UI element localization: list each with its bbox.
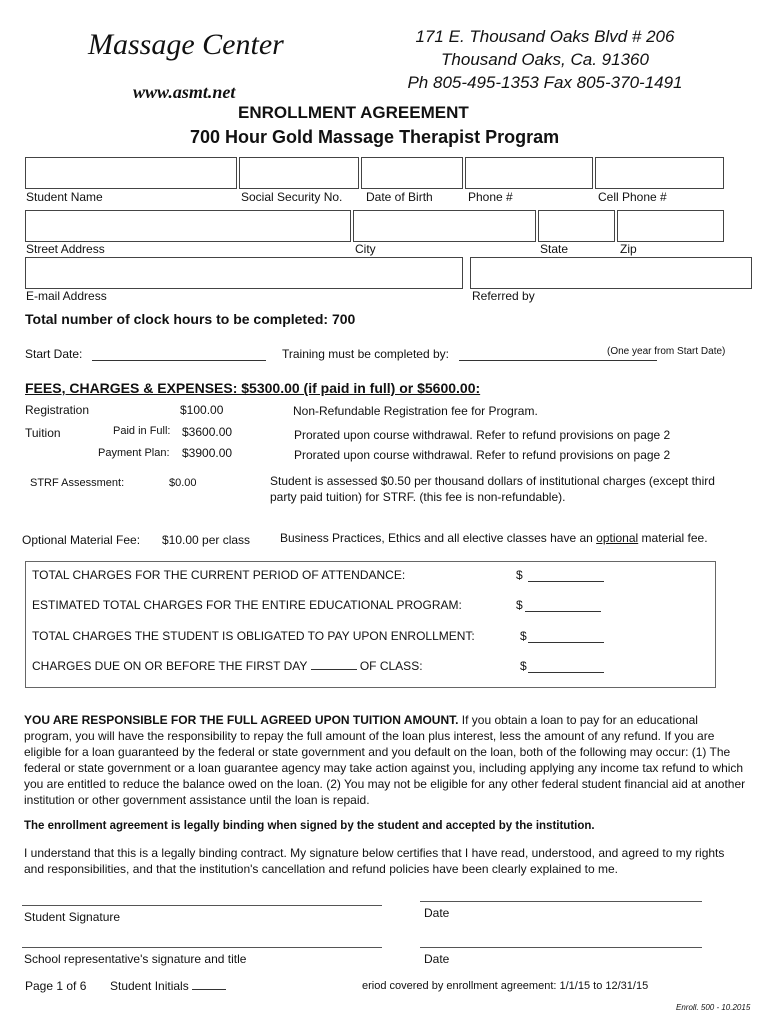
charges-current-period: TOTAL CHARGES FOR THE CURRENT PERIOD OF ATTENDANCE: (32, 568, 406, 582)
dob-field[interactable] (361, 157, 463, 189)
period-covered: eriod covered by enrollment agreement: 1/1/15 to 12/31/15 (362, 980, 649, 992)
form-code: Enroll. 500 - 10.2015 (676, 1003, 751, 1012)
total-hours: Total number of clock hours to be completed: 700 (25, 311, 356, 327)
charges-first-day-post: OF CLASS: (359, 659, 423, 673)
charges-entire-program: ESTIMATED TOTAL CHARGES FOR THE ENTIRE EDUCATIONAL PROGRAM: (32, 598, 462, 612)
material-note-pre: Business Practices, Ethics and all elective classes have an (280, 531, 597, 545)
date1-label: Date (424, 906, 450, 920)
ssn-field[interactable] (239, 157, 359, 189)
loan-responsibility-paragraph (24, 712, 746, 808)
material-fee-note (280, 531, 708, 545)
student-initials-blank[interactable] (192, 979, 226, 990)
program-title: 700 Hour Gold Massage Therapist Program (190, 127, 560, 147)
address-line2: Thousand Oaks, Ca. 91360 (441, 50, 649, 69)
phone-label: Phone # (468, 190, 513, 204)
start-date-line[interactable] (92, 360, 266, 361)
charges-current-line[interactable] (528, 581, 604, 582)
paid-full-label: Paid in Full: (113, 425, 171, 437)
student-signature-label: Student Signature (24, 910, 121, 924)
charges-current-dollar: $ (516, 568, 523, 582)
dob-label: Date of Birth (366, 190, 433, 204)
street-address-label: Street Address (26, 242, 105, 256)
charges-entire-line[interactable] (525, 611, 601, 612)
logo-name: Massage Center (88, 28, 284, 61)
email-label: E-mail Address (26, 289, 107, 303)
student-initials (110, 979, 226, 993)
start-date-label: Start Date: (25, 347, 83, 361)
city-field[interactable] (353, 210, 536, 242)
material-note-optional: optional (596, 531, 639, 545)
cell-phone-label: Cell Phone # (598, 190, 667, 204)
charges-upon-enrollment: TOTAL CHARGES THE STUDENT IS OBLIGATED TO PAY UPON ENROLLMENT: (32, 629, 475, 643)
zip-label: Zip (620, 242, 637, 256)
document-title: ENROLLMENT AGREEMENT (238, 103, 469, 122)
school-rep-label: School representative's signature and title (24, 952, 247, 966)
strf-note-line2: party paid tuition) for STRF. (this fee is non-refundable). (270, 490, 566, 504)
school-rep-signature-line[interactable] (22, 947, 382, 948)
email-field[interactable] (25, 257, 463, 289)
charges-first-day-dollar: $ (520, 659, 527, 673)
cell-phone-field[interactable] (595, 157, 724, 189)
logo-url: www.asmt.net (133, 82, 236, 102)
paid-full-note: Prorated upon course withdrawal. Refer to refund provisions on page 2 (294, 428, 671, 442)
charges-first-day-pre: CHARGES DUE ON OR BEFORE THE FIRST DAY (32, 659, 308, 673)
charges-first-day-line[interactable] (528, 672, 604, 673)
date2-label: Date (424, 952, 450, 966)
completed-by-label: Training must be completed by: (282, 347, 449, 361)
city-label: City (355, 242, 376, 256)
responsible-text: If you obtain a loan to pay for an educational program, you will have the responsibility to repay the full amount of the loan plus interest, less the amount of any refund. If you are eligible for a loan guaranteed by the federal or state government and you default on the loan, both of the following may occur: (1) The federal or state government or a loan guarantee agency may take action against you, including applying any income tax refund to which you are entitled to reduce the balance owed on the loan. (2) You may not be eligible for any other federal student financial aid at another institution or other government assistance until the loan is repaid. (24, 713, 746, 807)
zip-field[interactable] (617, 210, 724, 242)
student-name-field[interactable] (25, 157, 237, 189)
date2-line[interactable] (420, 947, 702, 948)
state-field[interactable] (538, 210, 615, 242)
student-signature-line[interactable] (22, 905, 382, 906)
fees-heading: FEES, CHARGES & EXPENSES: $5300.00 (if paid in full) or $5600.00: (25, 380, 481, 396)
ssn-label: Social Security No. (241, 190, 343, 204)
payment-plan-note: Prorated upon course withdrawal. Refer to refund provisions on page 2 (294, 448, 671, 462)
payment-plan-label: Payment Plan: (98, 447, 170, 459)
charges-enrollment-dollar: $ (520, 629, 527, 643)
payment-plan-amount: $3900.00 (182, 446, 233, 460)
referred-by-label: Referred by (472, 289, 535, 303)
one-year-note: (One year from Start Date) (607, 346, 726, 357)
page-number: Page 1 of 6 (25, 979, 87, 993)
charges-enrollment-line[interactable] (528, 642, 604, 643)
phone-field[interactable] (465, 157, 593, 189)
street-address-field[interactable] (25, 210, 351, 242)
registration-amount: $100.00 (180, 403, 224, 417)
completed-by-line[interactable] (459, 360, 657, 361)
responsible-bold: YOU ARE RESPONSIBLE FOR THE FULL AGREED UPON TUITION AMOUNT. (24, 713, 459, 727)
student-name-label: Student Name (26, 190, 103, 204)
phone-fax: Ph 805-495-1353 Fax 805-370-1491 (407, 73, 683, 92)
material-fee-amount: $10.00 per class (162, 533, 251, 547)
material-note-post: material fee. (638, 531, 708, 545)
understand-paragraph: I understand that this is a legally binding contract. My signature below certifies that I have read, understood, and agreed to my rights and responsibilities, and that the institution's cancellation and refund policies have been clearly explained to me. (24, 846, 725, 876)
tuition-label: Tuition (25, 426, 61, 440)
paid-full-amount: $3600.00 (182, 425, 233, 439)
strf-amount: $0.00 (169, 477, 197, 489)
binding-statement: The enrollment agreement is legally binding when signed by the student and accepted by the institution. (24, 820, 595, 832)
state-label: State (540, 242, 569, 256)
charges-entire-dollar: $ (516, 598, 523, 612)
charges-first-day (32, 659, 423, 673)
material-fee-label: Optional Material Fee: (22, 533, 141, 547)
student-initials-label: Student Initials (110, 979, 189, 993)
referred-by-field[interactable] (470, 257, 752, 289)
registration-label: Registration (25, 403, 90, 417)
date1-line[interactable] (420, 901, 702, 902)
strf-note-line1: Student is assessed $0.50 per thousand dollars of institutional charges (except third (270, 474, 715, 488)
strf-label: STRF Assessment: (30, 477, 125, 489)
first-day-blank[interactable] (311, 659, 357, 670)
registration-note: Non-Refundable Registration fee for Program. (293, 404, 538, 418)
address-line1: 171 E. Thousand Oaks Blvd # 206 (415, 27, 675, 46)
